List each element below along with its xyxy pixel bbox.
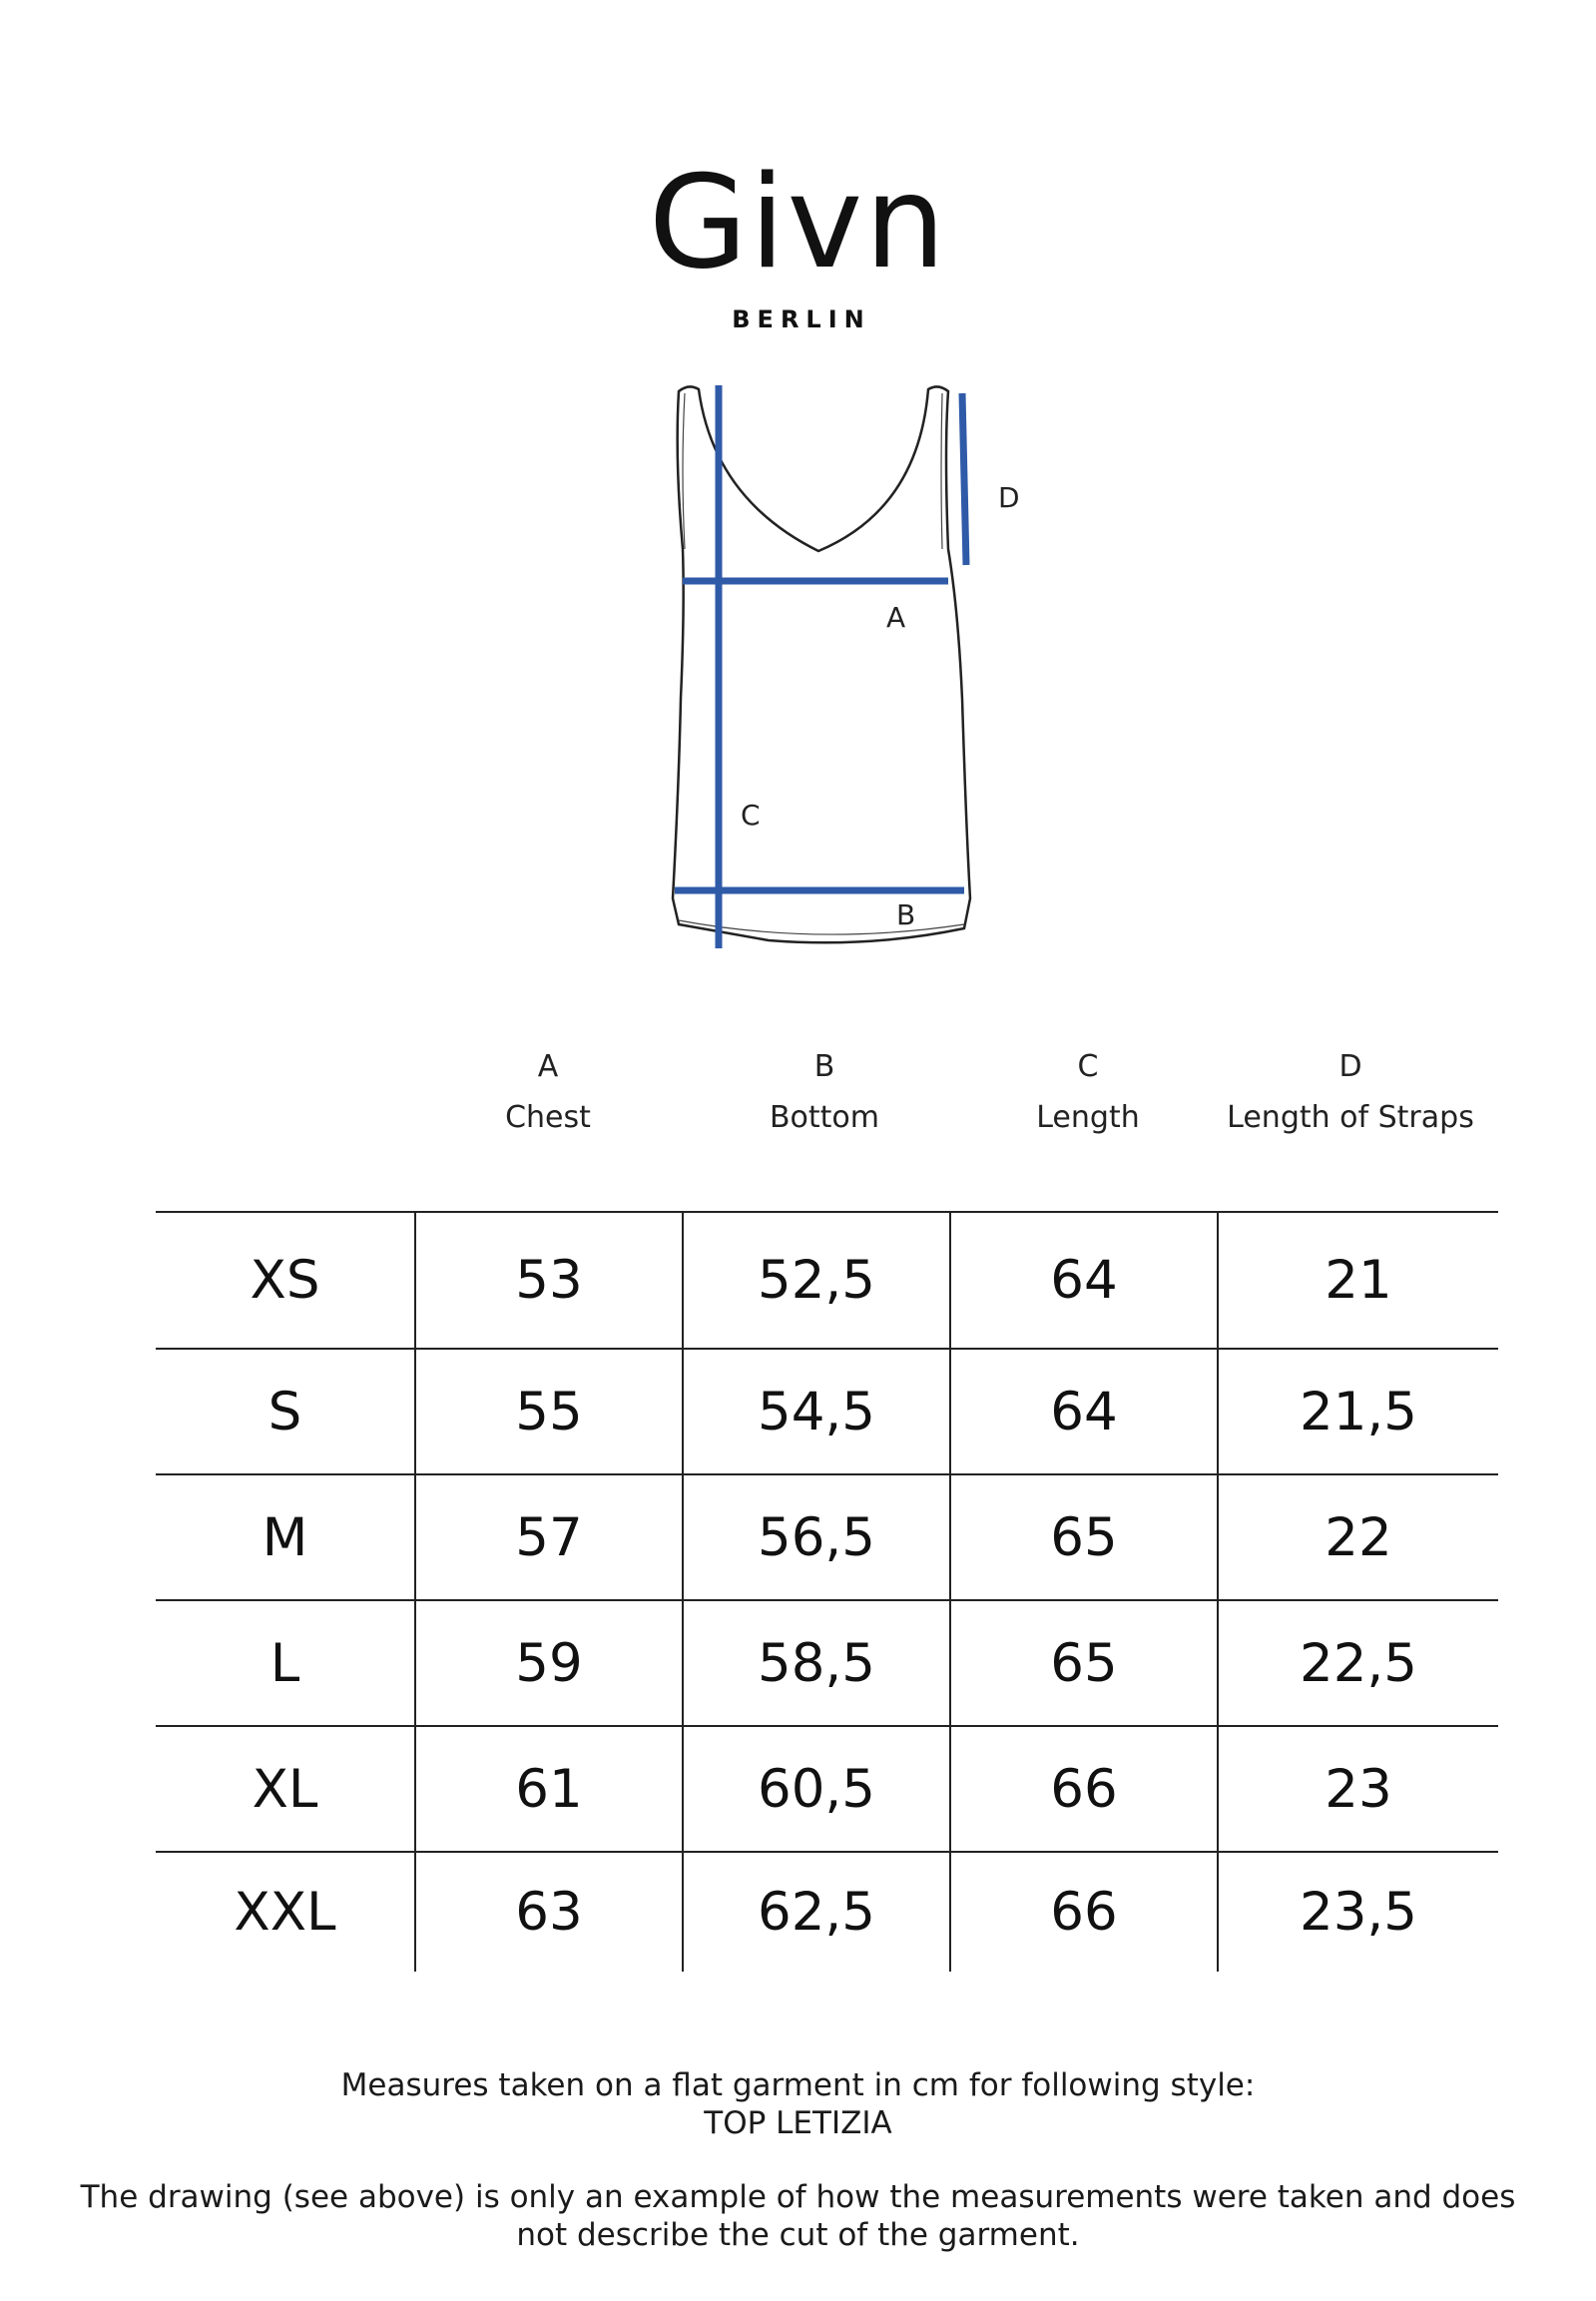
chest-cell: 53: [415, 1212, 683, 1349]
column-letter: B: [813, 1049, 835, 1084]
diagram-label-c: C: [741, 799, 761, 832]
size-cell: L: [156, 1600, 415, 1726]
bottom-cell: 56,5: [683, 1474, 950, 1600]
chest-cell: 55: [415, 1349, 683, 1474]
diagram-label-b: B: [896, 898, 916, 931]
chest-cell: 59: [415, 1600, 683, 1726]
drawing-disclaimer: [0, 2178, 1596, 2254]
column-header-bottom: [695, 1048, 954, 1136]
straps-cell: 21: [1218, 1212, 1498, 1349]
disclaimer-line: not describe the cut of the garment.: [516, 2217, 1080, 2253]
table-row: [156, 1349, 1498, 1474]
brand-city: BERLIN: [732, 305, 871, 333]
size-cell: XL: [156, 1726, 415, 1852]
table-row: [156, 1212, 1498, 1349]
brand-logo: [0, 149, 1596, 333]
straps-cell: 21,5: [1218, 1349, 1498, 1474]
chest-cell: 63: [415, 1852, 683, 1972]
length-cell: 64: [950, 1349, 1218, 1474]
size-cell: XS: [156, 1212, 415, 1349]
length-cell: 66: [950, 1726, 1218, 1852]
diagram-label-d: D: [998, 481, 1020, 514]
column-header-chest: [418, 1048, 678, 1136]
disclaimer-line: The drawing (see above) is only an example of how the measurements were taken and does: [80, 2179, 1516, 2215]
column-header-length: [958, 1048, 1218, 1136]
table-row: [156, 1852, 1498, 1972]
bottom-cell: 52,5: [683, 1212, 950, 1349]
bottom-cell: 62,5: [683, 1852, 950, 1972]
column-letter: A: [537, 1049, 559, 1084]
straps-cell: 23: [1218, 1726, 1498, 1852]
measure-note: [0, 2066, 1596, 2142]
bottom-cell: 58,5: [683, 1600, 950, 1726]
size-cell: M: [156, 1474, 415, 1600]
straps-cell: 23,5: [1218, 1852, 1498, 1972]
length-cell: 65: [950, 1600, 1218, 1726]
measure-note-line: Measures taken on a flat garment in cm for following style:: [340, 2067, 1256, 2103]
column-header-straps: [1221, 1048, 1480, 1136]
length-cell: 65: [950, 1474, 1218, 1600]
column-letter: C: [1077, 1049, 1099, 1084]
garment-diagram: [619, 369, 1038, 972]
column-name: Bottom: [769, 1100, 880, 1135]
bottom-cell: 60,5: [683, 1726, 950, 1852]
column-letter: D: [1338, 1049, 1362, 1084]
diagram-label-a: A: [886, 601, 906, 634]
style-name: TOP LETIZIA: [704, 2105, 892, 2141]
chest-cell: 61: [415, 1726, 683, 1852]
straps-cell: 22,5: [1218, 1600, 1498, 1726]
column-name: Length of Straps: [1227, 1100, 1474, 1135]
bottom-cell: 54,5: [683, 1349, 950, 1474]
size-cell: S: [156, 1349, 415, 1474]
tank-top-outline: [619, 369, 1038, 968]
table-row: [156, 1726, 1498, 1852]
length-cell: 66: [950, 1852, 1218, 1972]
straps-cell: 22: [1218, 1474, 1498, 1600]
length-cell: 64: [950, 1212, 1218, 1349]
table-row: [156, 1600, 1498, 1726]
column-name: Length: [1036, 1100, 1140, 1135]
brand-name: Givn: [648, 149, 948, 297]
table-row: [156, 1474, 1498, 1600]
measure-line-d: [962, 393, 966, 565]
chest-cell: 57: [415, 1474, 683, 1600]
column-name: Chest: [505, 1100, 591, 1135]
size-table: [156, 1211, 1498, 1972]
size-cell: XXL: [156, 1852, 415, 1972]
